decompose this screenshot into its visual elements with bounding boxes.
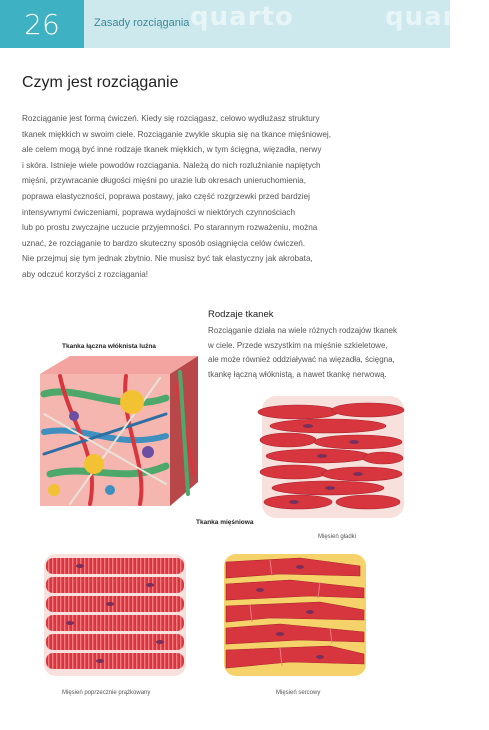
cardiac-muscle-caption: Mięsień sercowy	[276, 690, 321, 696]
connective-tissue-label: Tkanka łączna włóknista luźna	[62, 343, 156, 350]
intro-line: Nie przejmuj się tym jednak zbytnio. Nie musisz być tak elastyczny jak akrobata,	[22, 254, 313, 264]
page-number-box	[0, 0, 84, 48]
watermark: quarto	[190, 2, 294, 32]
tissues-paragraph	[208, 324, 423, 382]
tissues-title: Rodzaje tkanek	[208, 309, 274, 320]
connective-tissue-illustration	[30, 354, 210, 514]
tissues-line: Rozciąganie działa na wiele różnych rodzajów tkanek	[208, 326, 397, 335]
cardiac-muscle-illustration	[220, 550, 370, 680]
page-number: 26	[24, 7, 60, 41]
tissues-line: w ciele. Przede wszystkim na mięśnie szkieletowe,	[208, 340, 388, 350]
muscle-tissue-label: Tkanka mięśniowa	[196, 519, 254, 526]
intro-line: uznać, że rozciąganie to bardzo skuteczny sposób osiągnięcia celów ćwiczeń.	[22, 238, 306, 248]
intro-line: mięśni, przywracanie długości mięśni po urazie lub okresach unieruchomienia,	[22, 176, 306, 186]
tissues-line: ale może również oddziaływać na więzadła, ścięgna,	[208, 355, 395, 364]
intro-line: poprawa elastyczności, poprawa postawy, jako część rozgrzewki przed bardziej	[22, 191, 310, 201]
intro-line: aby odczuć korzyści z rozciągania!	[22, 269, 149, 279]
intro-paragraph	[22, 111, 331, 283]
striated-muscle-illustration	[40, 550, 190, 680]
striated-muscle-caption: Mięsień poprzecznie prążkowany	[62, 690, 151, 696]
smooth-muscle-illustration	[258, 392, 408, 522]
tissues-line: tkankę łączną włóknistą, a nawet tkankę nerwową.	[208, 369, 387, 379]
intro-line: tkanek miękkich w swoim ciele. Rozciąganie zwykle skupia się na tkance mięśniowej,	[22, 129, 331, 139]
intro-line: lub po prostu zwyczajne uczucie przyjemności. Po starannym rozważeniu, można	[22, 223, 318, 233]
intro-line: intensywnymi ćwiczeniami, poprawa wydajności w niektórych czynnościach	[22, 207, 296, 217]
intro-line: Rozciąganie jest formą ćwiczeń. Kiedy się rozciągasz, celowo wydłużasz struktury	[22, 114, 320, 123]
intro-line: i skóra. Istnieje wiele powodów rozciągania. Należą do nich rozluźnianie napiętych	[22, 160, 321, 170]
section-title: Czym jest rozciąganie	[22, 74, 179, 91]
chapter-title: Zasady rozciągania	[94, 17, 190, 29]
watermark: quarto	[385, 2, 489, 32]
page-header	[0, 0, 489, 48]
intro-line: ale celem mogą być inne rodzaje tkanek miękkich, w tym ścięgna, więzadła, nerwy	[22, 145, 322, 155]
smooth-muscle-caption: Mięsień gładki	[318, 534, 357, 540]
